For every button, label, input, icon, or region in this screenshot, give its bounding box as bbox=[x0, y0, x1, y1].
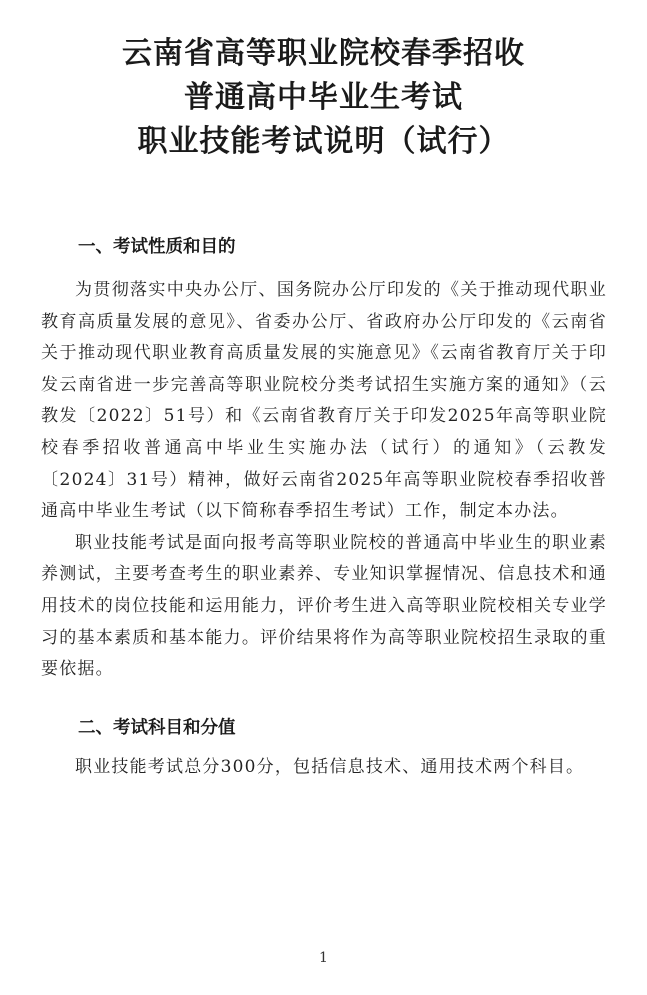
section-heading-2: 二、考试科目和分值 bbox=[78, 717, 236, 738]
title-line-1: 云南省高等职业院校春季招收 bbox=[122, 36, 525, 71]
title-line-2: 普通高中毕业生考试 bbox=[184, 80, 463, 115]
section-spacer bbox=[41, 686, 607, 708]
section-2-paragraph-1: 职业技能考试总分300分，包括信息技术、通用技术两个科目。 bbox=[75, 756, 585, 777]
document-body bbox=[41, 227, 607, 783]
document-title bbox=[0, 32, 647, 164]
section-1-paragraph-2: 职业技能考试是面向报考高等职业院校的普通高中毕业生的职业素养测试，主要考查考生的职业素养、专业知识掌握情况、信息技术和通用技术的岗位技能和运用能力，评价考生进入高等职业院校相关专业学习的基本素质和基本能力。评价结果将作为高等职业院校招生录取的重要依据。 bbox=[41, 532, 607, 680]
page-number: 1 bbox=[319, 950, 328, 966]
section-1-paragraph-1: 为贯彻落实中央办公厅、国务院办公厅印发的《关于推动现代职业教育高质量发展的意见》、省委办公厅、省政府办公厅印发的《云南省关于推动现代职业教育高质量发展的实施意见》《云南省教育厅关于印发云南省进一步完善高等职业院校分类考试招生实施方案的通知》（云教发〔2022〕51号）和《云南省教育厅关于印发2025年高等职业院校春季招收普通高中毕业生实施办法（试行）的通知》（云教发〔2024〕31号）精神，做好云南省2025年高等职业院校春季招收普通高中毕业生考试（以下简称春季招生考试）工作，制定本办法。 bbox=[41, 280, 607, 522]
section-heading-1: 一、考试性质和目的 bbox=[78, 237, 236, 257]
title-line-3: 职业技能考试说明（试行） bbox=[137, 124, 510, 159]
